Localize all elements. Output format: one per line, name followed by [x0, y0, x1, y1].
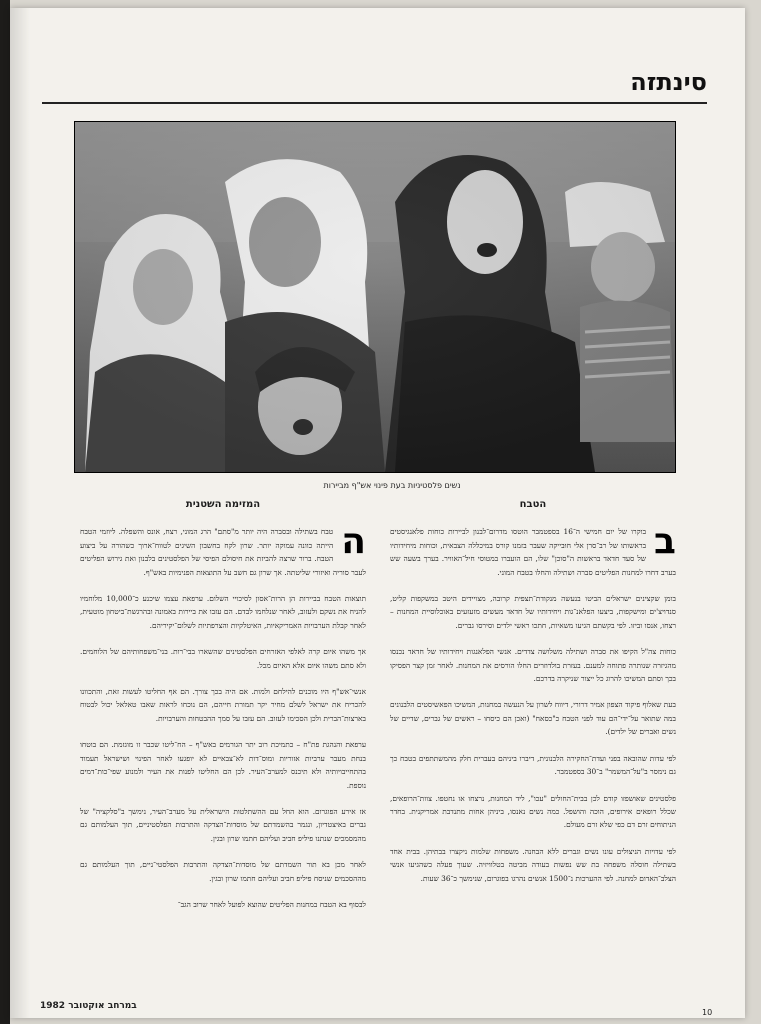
paragraph: פלסטינים שאושפזו קודם לכן בבית־החולים "עכו", ליד המחנות, נרצחו או נחטפו. צוות־הרופאים, שכלל רופאים אירופים, הוכה והושפל. כמה נשים נאנסו, ביניהן אחות מתנדבת אמריקנית. בחדר הניתוחים זרם דם כפי שלא זרם מעולם. — [390, 793, 676, 830]
paragraph — [80, 521, 366, 579]
article-column-left — [80, 498, 366, 924]
page-number: 10 — [702, 1008, 713, 1017]
paragraph: לאחר מכן בא תור השמדתם של מוסדות־הצדקה והתרבות הפלסטי־ניים, תוך העלמותם גם מההסכמים שניסח פיליפ חביב ועליהם חתמו שרון ובגין. — [80, 860, 366, 883]
paragraph-text: טבח בשתילה ובסברה היה יותר מ"סתם" הרג המוני, רצח, אונס והשפלה. ליוזמי הטבח הייתה כוונה עמוקה יותר. שרון לקח בחשבון השיגים לטווח־ארוך כשהורה על ביצוע הטבח. ברור שרצה להביזת את חיסולם הפיסי של הפלסטינים בלבנון ואת גירוש הפליטים לעבר סוריה ואיזורי שליטתה. אך שרון גם חשב על התוצאות הפנימיות באש"ף. — [80, 527, 366, 577]
news-photo — [74, 121, 676, 473]
paragraph-text: בוקרו של יום חמישי ה־16 בספטמבר הוטסו מדרום־לבנון לביירות כוחות פלאנגיסטים בראשותו של רב־סרן אלי חוּבייקה שעבר בזמנו קורס במיכללה הצבאית, וכוחות מיחידותיו של סעד חדאד בראשות ה"סוכן" שלו, הם הועברו במטוסי חיל־האוויר. בערך בשעה שש בערב דחרו למחנות הפליטים סברה ושתילה והחלו בטבח המוני. — [390, 527, 676, 577]
publication-footer: במרחב אוקטובר 1982 — [40, 1001, 137, 1011]
page-header — [42, 60, 707, 104]
paragraph: ערפאת והנהגת פת"ח – כתמיכת רוב יתר הגורמים באש"ף – הח־ליטו שכבר זו מוגזמת. הם בוטחו בנחת מעבר ערביות אזוריות ומוס־דות לא־צבאיים לא יופגעו לאחר הפינוי ושישראל תעמוד בהתחייבויותיה ולא תיכנס למערב־העיר. לכן הם החליטו לפנות את העיר ולמנוע שפי־כות־דמים נוספת. — [80, 740, 366, 790]
paragraph: אז אירע הפוגרום. הוא החל עם ההשתלטות הישראלית על מערב־העיר, נימשך ב"סלקציה" של גברים באיצטדיון, ונגמר בהשמדתם של מוסדות־הצדקה והתרבות הפלסטיניים, תוך העלמותם גם מהמסמכים שנתנו פיליפ חביב ועליהם חתמו שרון ובגין. — [80, 806, 366, 843]
paragraph: בעת שאלוף פיקוד הצפון אמיר דרורי, דיווח לשרון על הנעשה במחנות, המשיכו הפאשיסטים הלבנונים במה שתואר על־ידי־הם עוד לפני הטבח כ"כסאח" (ואכן הם כיסחו – ראשים של גברים, שדיים של נשים ואברים של ילדים). — [390, 700, 676, 737]
article-column-right — [390, 498, 676, 898]
photo-image — [75, 122, 675, 472]
column-heading-plot: המזימה השטנית — [185, 499, 261, 510]
paragraph: לבסוף בא הטבח במחנות הפליטים שהוצא לפועל לאחר שרוב הגב־ — [177, 899, 366, 909]
scan-binding-edge — [0, 0, 10, 1024]
paragraph: בומן שקצינים ישראלים הביטו בנעשה מנקודת־תצפית קרובה, מצויידים היטב במשקפות קליט, סנדויצ'ים ומישקפות, ביצעו הפלאנ־גות ויחידותיו של חדאד מעשים מזעזעים באוכלוסיית המחנות – רצחו, אנסו וביזו. לפי בקשתם הגיעו משאיות, חתכו ראשי ילדים וסירסו גברים. — [390, 594, 676, 630]
drop-cap: ב — [654, 521, 676, 563]
paragraph: לפי עדויות הניצולים עונו נשים וגברים ללא הבחנה. משפחות שלמות ניקצרו בבתיהן. בבית אחד בשתילה חוסלה משפחה בת שש נפשות בעודה מביטה בטלוויזיה. שעוך פעלה כשהגיעו אנשי הצלב־האדום למחנה. לפי ההערכות נ־1500 אנשים נהרגו בפוגרום, שנימשך כ־36 שעות. — [390, 846, 676, 883]
magazine-page — [10, 8, 745, 1018]
paragraph: כוחות צה"ל הקיפו את סברה ושתילה משלושה צדדים. אנשי הפלאנגות ויחידותיו של חדאד נכנסו מהגיזרה שנותרה פתוחה למענם. בעזרת בולדוזרים החלו הורסים את המחנות. לאחר זמן קצר הפסיקו בכך וסתם המשיכו להרוג כל ייצור שניקרה בדרכם. — [390, 647, 676, 684]
photo-caption: נשים פלסטיניות בעת פינוי אש"ף מביירות — [323, 481, 461, 490]
paragraph: אנשי־אש"ף היו מוכנים להילחם ולמות. אם היה בכך צורך. הם אף החליטו לעשות זאת, והתכוונו להכריח את ישראל לשלם מחיר יקר תמורת חייהם, הם נוכחו לראות שאבו טאלאל יכול לבטוח בארצות־הברית ולכן הסכימו לעזוב. הם עזבו על סמך ההבטחות והערבויות. — [80, 687, 366, 723]
paragraph: לפי עדות שהובאה בפני ועדת־החקירה הלבנונית, דיברו ביניהם בעברית חלק מהמשתתפים בטבח כך גם נימסר ב"על־המשמר" ב־30 בספטמבר. — [390, 753, 676, 777]
drop-cap: ה — [341, 521, 366, 563]
paragraph: תוצאות הטבח בביירות הן הרות־אסון לסיכויי השלום. ערפאת עצמו שיכנע כ־10,000 מלוחמיו להניח את נשקם ולעזוב, לאחר שנלחמו לבדם. הם עזבו את ביירות באמונה ובהרגשת־ביטחון מוטעית, לאחר קבלת הערבויות האמריקאיות, האיטלקיות והצרפתיות לשלום־יקיריהם. — [80, 594, 367, 630]
section-title: סינתזה — [630, 68, 707, 96]
paragraph: אך משהו איום קרה לאלפי האזרחים הפלסטינים שהשארו בבי־רות. בני־משפחותיהם של הלוחמים. ולא סתם משהו איום אלא האיום מכל. — [80, 647, 366, 670]
page-fold-shadow — [10, 8, 30, 1018]
column-heading-massacre: הטבח — [519, 499, 547, 510]
paragraph — [390, 521, 676, 579]
